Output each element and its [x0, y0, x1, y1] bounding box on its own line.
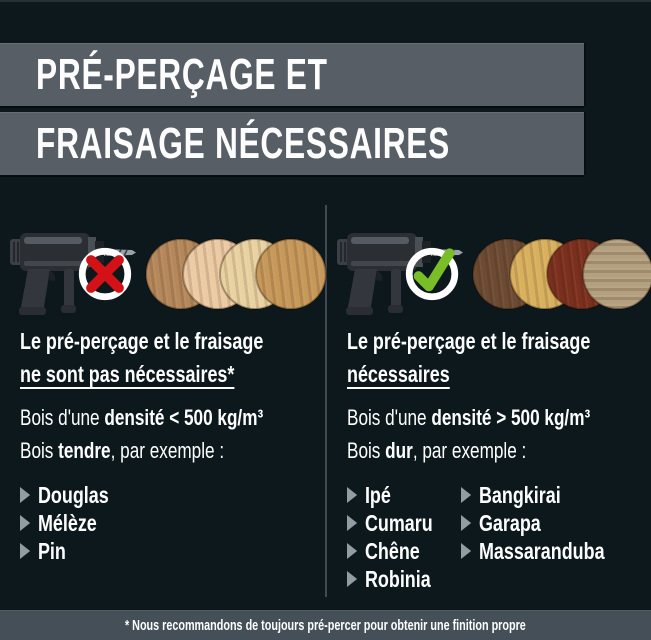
wood-name: Bangkirai: [478, 481, 561, 508]
intro-text-left: [20, 325, 326, 391]
top-edge-strip: [0, 0, 651, 2]
triangle-bullet-icon: [347, 487, 357, 503]
type-value: dur: [385, 438, 413, 463]
triangle-bullet-icon: [347, 515, 357, 531]
list-item: [347, 509, 436, 537]
wood-name: Garapa: [478, 509, 541, 536]
triangle-bullet-icon: [20, 543, 30, 559]
wood-name: Robinia: [364, 565, 431, 592]
triangle-bullet-icon: [461, 515, 471, 531]
wood-list: [347, 481, 461, 593]
type-prefix: Bois: [20, 438, 59, 463]
list-item: [461, 537, 605, 565]
footer-note: * Nous recommandons de toujours pré-percer pour obtenir une finition propre: [125, 616, 526, 634]
wood-list: [20, 481, 134, 565]
density-line: [20, 401, 263, 434]
intro-line2: ne sont pas nécessaires*: [20, 361, 235, 387]
check-icon: [403, 245, 461, 303]
title-bar-line1: [0, 43, 584, 106]
list-item: [20, 537, 109, 565]
density-value: densité > 500 kg/m³: [431, 405, 591, 430]
wood-name: Ipé: [364, 481, 391, 508]
triangle-bullet-icon: [347, 571, 357, 587]
specs-left: [20, 401, 326, 467]
wood-list: [461, 481, 645, 593]
title-bar-line2: [0, 112, 584, 175]
list-item: [347, 537, 436, 565]
triangle-bullet-icon: [461, 543, 471, 559]
triangle-bullet-icon: [20, 515, 30, 531]
wood-name: Pin: [37, 537, 66, 564]
type-suffix: , par exemple :: [412, 438, 527, 463]
wood-type-line: [347, 434, 526, 467]
list-item: [347, 481, 436, 509]
wood-name: Mélèze: [37, 509, 97, 536]
intro-line1: Le pré-perçage et le fraisage: [20, 328, 264, 354]
density-value: densité < 500 kg/m³: [104, 405, 264, 430]
list-item: [461, 509, 605, 537]
type-prefix: Bois: [347, 438, 386, 463]
icon-row-right: [327, 221, 651, 317]
intro-text-right: [347, 325, 651, 391]
page-title-line2: FRAISAGE NÉCESSAIRES: [36, 118, 450, 168]
list-item: [347, 565, 436, 593]
triangle-bullet-icon: [20, 487, 30, 503]
triangle-bullet-icon: [461, 487, 471, 503]
wood-name: Cumaru: [364, 509, 433, 536]
wood-name: Chêne: [364, 537, 420, 564]
triangle-bullet-icon: [347, 543, 357, 559]
wood-lists-right: [347, 481, 651, 593]
wood-name: Massaranduba: [478, 537, 605, 564]
list-item: [20, 509, 109, 537]
column-no-predrill: [0, 205, 326, 610]
wood-lists-left: [20, 481, 326, 565]
type-suffix: , par exemple :: [110, 438, 225, 463]
footer-note-bar: [0, 610, 651, 640]
icon-row-left: [0, 221, 326, 317]
wood-sample-icon: [583, 239, 651, 309]
intro-line2: nécessaires: [347, 361, 450, 387]
list-item: [461, 481, 605, 509]
column-predrill-required: [327, 205, 651, 610]
intro-line1: Le pré-perçage et le fraisage: [347, 328, 591, 354]
wood-type-line: [20, 434, 224, 467]
type-value: tendre: [58, 438, 111, 463]
density-prefix: Bois d'une: [347, 405, 432, 430]
density-line: [347, 401, 590, 434]
wood-name: Douglas: [37, 481, 109, 508]
cross-icon: [76, 245, 134, 303]
wood-sample-icon: [256, 239, 326, 309]
page-title-line1: PRÉ-PERÇAGE ET: [36, 49, 328, 99]
density-prefix: Bois d'une: [20, 405, 105, 430]
specs-right: [347, 401, 651, 467]
list-item: [20, 481, 109, 509]
